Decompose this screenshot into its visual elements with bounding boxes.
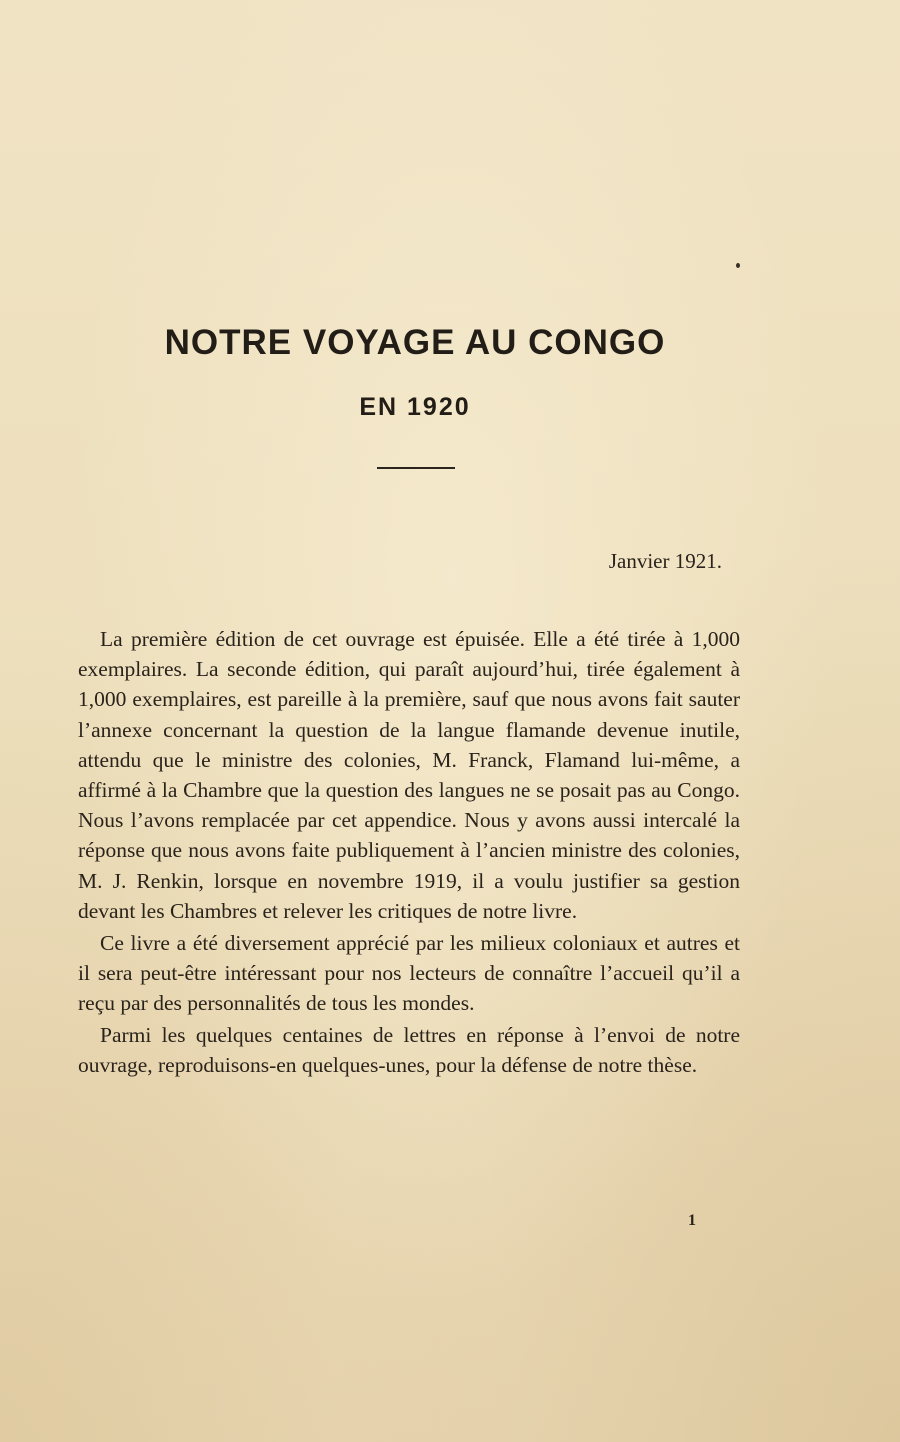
ink-speck xyxy=(736,263,740,268)
paragraph-1: La première édition de cet ouvrage est épuisée. Elle a été tirée à 1,000 exemplaires. La seconde édition, qui paraît aujourd’hui, tirée également à 1,000 exemplaires, est pareille à la première, sauf que nous avons fait sauter l’annexe concernant la question de la langue flamande devenue inutile, attendu que le ministre des colonies, M. Franck, Flamand lui-même, a affirmé à la Chambre que la question des langues ne se posait pas au Congo. Nous l’avons remplacée par cet appendice. Nous y avons aussi intercalé la réponse que nous avons faite publiquement à l’ancien ministre des colonies, M. J. Renkin, lorsque en novembre 1919, il a voulu justifier sa gestion devant les Chambres et relever les critiques de notre livre. xyxy=(78,627,740,923)
title-divider xyxy=(377,467,455,469)
chapter-title: NOTRE VOYAGE AU CONGO xyxy=(164,323,666,362)
chapter-subtitle: EN 1920 xyxy=(359,393,471,421)
date-line: Janvier 1921. xyxy=(608,549,722,573)
paragraph-3: Parmi les quelques centaines de lettres en réponse à l’envoi de notre ouvrage, reproduisons-en quelques-unes, pour la défense de notre thèse. xyxy=(78,1023,740,1078)
paragraph-2: Ce livre a été diversement apprécié par les milieux coloniaux et autres et il sera peut-être intéressant pour nos lecteurs de connaître l’accueil qu’il a reçu par des personnalités de tous les mondes. xyxy=(78,930,740,1016)
body-text xyxy=(78,624,740,1082)
page-number: 1 xyxy=(688,1212,696,1229)
